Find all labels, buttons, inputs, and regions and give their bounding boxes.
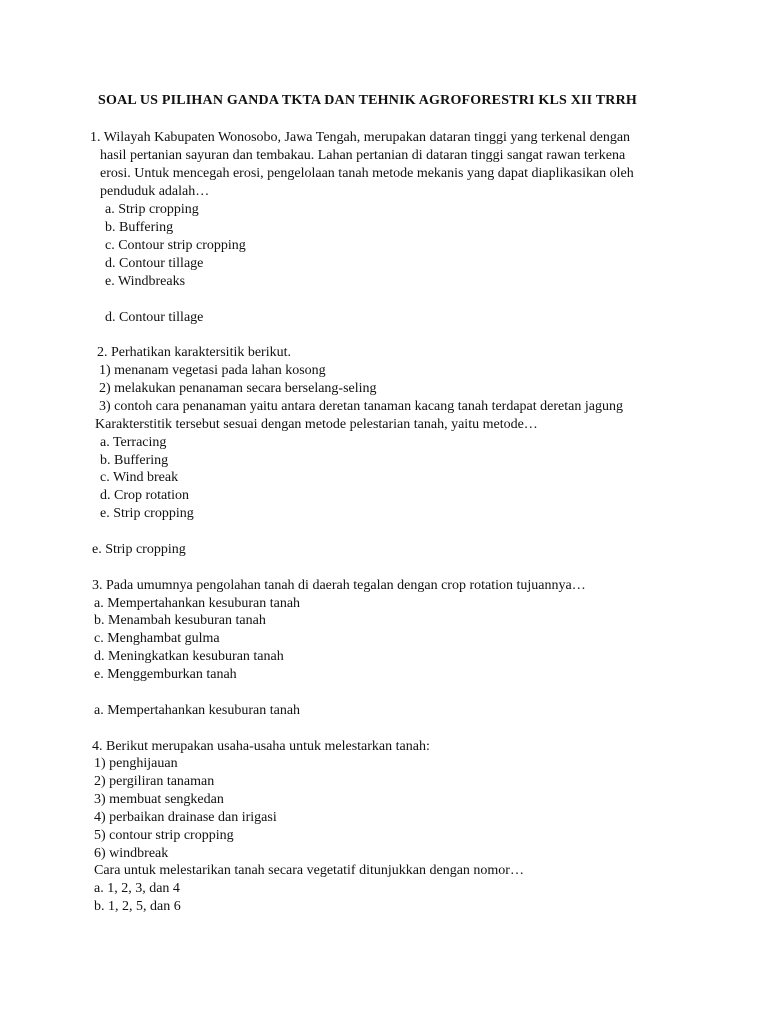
- q1-option-b: b. Buffering: [105, 220, 174, 235]
- q2-option-b: b. Buffering: [100, 453, 169, 468]
- q4-line-1: 4. Berikut merupakan usaha-usaha untuk melestarkan tanah:: [92, 739, 430, 754]
- q3-line-1: 3. Pada umumnya pengolahan tanah di daerah tegalan dengan crop rotation tujuannya…: [92, 578, 586, 593]
- q1-answer: d. Contour tillage: [105, 310, 204, 325]
- q4-item-5: 5) contour strip cropping: [94, 828, 234, 843]
- q2-line-5: Karakterstitik tersebut sesuai dengan metode pelestarian tanah, yaitu metode…: [95, 417, 538, 432]
- q3-answer: a. Mempertahankan kesuburan tanah: [94, 703, 301, 718]
- q3-option-c: c. Menghambat gulma: [94, 631, 220, 646]
- q2-line-4: 3) contoh cara penanaman yaitu antara deretan tanaman kacang tanah terdapat deretan jagung: [99, 399, 623, 414]
- q4-item-4: 4) perbaikan drainase dan irigasi: [94, 810, 277, 825]
- q1-line-1: 1. Wilayah Kabupaten Wonosobo, Jawa Tengah, merupakan dataran tinggi yang terkenal dengan: [90, 130, 631, 145]
- q3-option-e: e. Menggemburkan tanah: [94, 667, 237, 682]
- q3-option-a: a. Mempertahankan kesuburan tanah: [94, 596, 301, 611]
- q1-option-a: a. Strip cropping: [105, 202, 199, 217]
- q1-line-2: hasil pertanian sayuran dan tembakau. Lahan pertanian di dataran tinggi sangat rawan terkena: [100, 148, 626, 163]
- q4-item-2: 2) pergiliran tanaman: [94, 774, 215, 789]
- q1-line-4: penduduk adalah…: [100, 184, 210, 199]
- document-title: SOAL US PILIHAN GANDA TKTA DAN TEHNIK AGROFORESTRI KLS XII TRRH: [98, 93, 638, 108]
- q2-line-2: 1) menanam vegetasi pada lahan kosong: [99, 363, 326, 378]
- q4-option-a: a. 1, 2, 3, dan 4: [94, 881, 180, 896]
- q1-option-d: d. Contour tillage: [105, 256, 204, 271]
- q4-option-b: b. 1, 2, 5, dan 6: [94, 899, 181, 914]
- q2-line-3: 2) melakukan penanaman secara berselang-seling: [99, 381, 377, 396]
- q2-option-d: d. Crop rotation: [100, 488, 190, 503]
- q2-option-a: a. Terracing: [100, 435, 167, 450]
- q2-line-1: 2. Perhatikan karaktersitik berikut.: [97, 345, 291, 360]
- q3-option-b: b. Menambah kesuburan tanah: [94, 613, 266, 628]
- q2-answer: e. Strip cropping: [92, 542, 186, 557]
- q2-option-c: c. Wind break: [100, 470, 179, 485]
- q1-line-3: erosi. Untuk mencegah erosi, pengelolaan tanah metode mekanis yang dapat diaplikasikan oleh: [100, 166, 634, 181]
- q3-option-d: d. Meningkatkan kesuburan tanah: [94, 649, 284, 664]
- q4-item-3: 3) membuat sengkedan: [94, 792, 224, 807]
- q1-option-e: e. Windbreaks: [105, 274, 186, 289]
- q4-item-1: 1) penghijauan: [94, 756, 178, 771]
- q2-option-e: e. Strip cropping: [100, 506, 194, 521]
- q4-item-6: 6) windbreak: [94, 846, 169, 861]
- q4-line-question: Cara untuk melestarikan tanah secara vegetatif ditunjukkan dengan nomor…: [94, 863, 524, 878]
- q1-option-c: c. Contour strip cropping: [105, 238, 246, 253]
